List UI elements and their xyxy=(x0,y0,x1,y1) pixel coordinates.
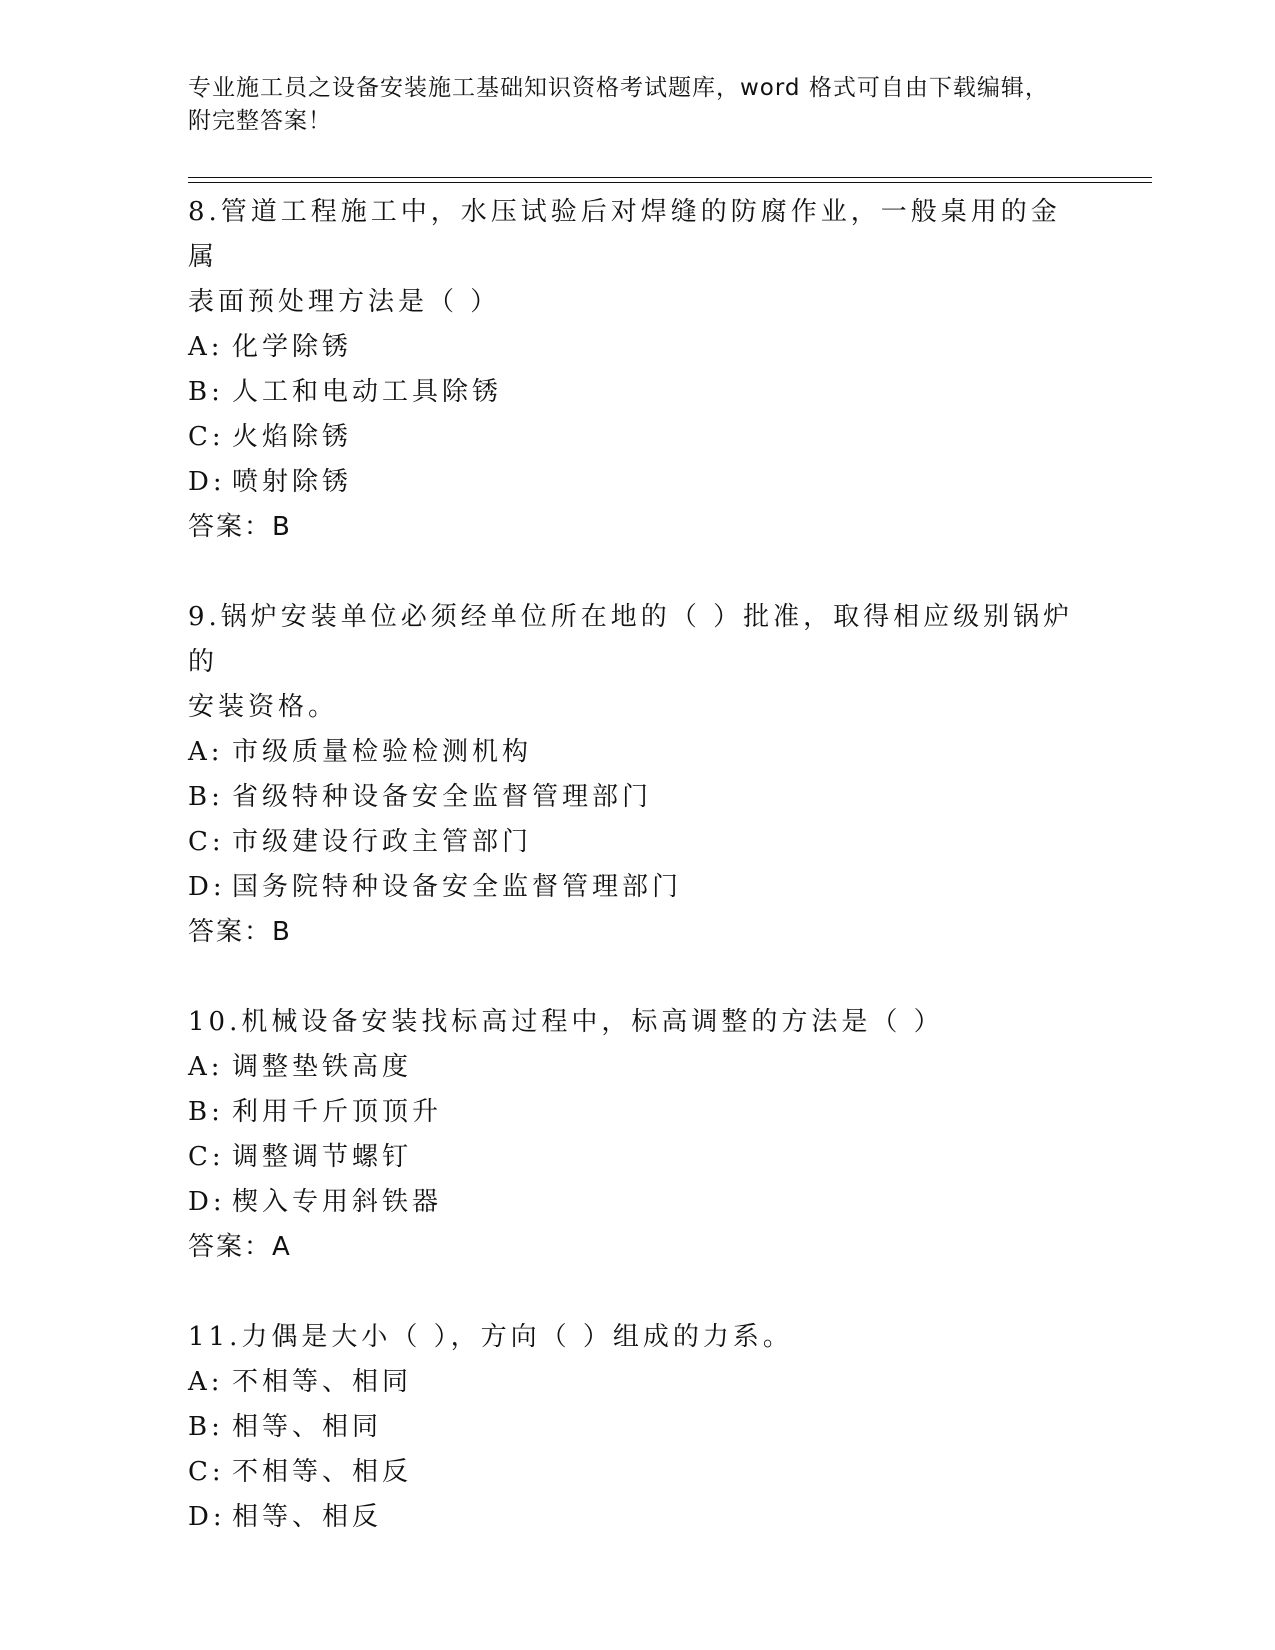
option-text: 调整垫铁高度 xyxy=(232,1052,413,1082)
option-a xyxy=(188,730,1148,775)
option-a xyxy=(188,325,1148,370)
option-text: 化学除锈 xyxy=(232,332,353,362)
header-line-2: 附完整答案！ xyxy=(188,108,332,134)
option-letter: D: xyxy=(188,1187,226,1217)
option-letter: B: xyxy=(188,377,224,407)
document-header xyxy=(188,72,1088,138)
option-d xyxy=(188,1495,1148,1540)
option-letter: B: xyxy=(188,1412,224,1442)
option-letter: D: xyxy=(188,1502,226,1532)
option-text: 不相等、相同 xyxy=(232,1367,413,1397)
option-letter: B: xyxy=(188,1097,224,1127)
option-letter: A: xyxy=(188,1367,224,1397)
answer: 答案：B xyxy=(188,917,292,947)
question-text-line: 11.力偶是大小（ ），方向（ ）组成的力系。 xyxy=(188,1322,793,1352)
spacer xyxy=(188,1270,1148,1315)
question-text xyxy=(188,1315,1088,1360)
question-11 xyxy=(188,1315,1148,1540)
option-c xyxy=(188,1450,1148,1495)
option-text: 相等、相同 xyxy=(232,1412,383,1442)
answer: 答案：A xyxy=(188,1232,292,1262)
question-text xyxy=(188,595,1088,730)
spacer xyxy=(188,955,1148,1000)
option-b xyxy=(188,775,1148,820)
header-divider-bottom xyxy=(188,182,1152,183)
option-d xyxy=(188,1180,1148,1225)
question-10 xyxy=(188,1000,1148,1270)
answer: 答案：B xyxy=(188,512,292,542)
option-d xyxy=(188,460,1148,505)
option-text: 喷射除锈 xyxy=(232,467,353,497)
option-letter: A: xyxy=(188,1052,224,1082)
question-text-line: 9.锅炉安装单位必须经单位所在地的（ ）批准，取得相应级别锅炉的 xyxy=(188,602,1074,677)
option-c xyxy=(188,820,1148,865)
question-text xyxy=(188,1000,1088,1045)
option-text: 相等、相反 xyxy=(232,1502,383,1532)
option-text: 市级质量检验检测机构 xyxy=(232,737,533,767)
question-text-line: 10.机械设备安装找标高过程中，标高调整的方法是（ ） xyxy=(188,1007,944,1037)
question-text-line: 表面预处理方法是（ ） xyxy=(188,287,501,317)
option-text: 火焰除锈 xyxy=(232,422,353,452)
option-c xyxy=(188,415,1148,460)
option-text: 不相等、相反 xyxy=(232,1457,413,1487)
option-letter: C: xyxy=(188,1142,225,1172)
question-list xyxy=(188,190,1148,1540)
option-letter: A: xyxy=(188,332,224,362)
option-letter: A: xyxy=(188,737,224,767)
option-text: 省级特种设备安全监督管理部门 xyxy=(232,782,653,812)
question-text xyxy=(188,190,1088,325)
spacer xyxy=(188,550,1148,595)
option-letter: D: xyxy=(188,467,226,497)
option-a xyxy=(188,1360,1148,1405)
option-b xyxy=(188,1405,1148,1450)
option-text: 国务院特种设备安全监督管理部门 xyxy=(232,872,683,902)
option-b xyxy=(188,370,1148,415)
option-text: 楔入专用斜铁器 xyxy=(232,1187,443,1217)
option-text: 调整调节螺钉 xyxy=(232,1142,413,1172)
option-b xyxy=(188,1090,1148,1135)
option-a xyxy=(188,1045,1148,1090)
option-text: 利用千斤顶顶升 xyxy=(232,1097,443,1127)
question-9 xyxy=(188,595,1148,955)
question-8 xyxy=(188,190,1148,550)
option-letter: B: xyxy=(188,782,224,812)
option-letter: D: xyxy=(188,872,226,902)
option-letter: C: xyxy=(188,422,225,452)
option-d xyxy=(188,865,1148,910)
option-letter: C: xyxy=(188,1457,225,1487)
header-line-1: 专业施工员之设备安装施工基础知识资格考试题库，word 格式可自由下载编辑， xyxy=(188,75,1049,101)
question-text-line: 8.管道工程施工中，水压试验后对焊缝的防腐作业，一般桌用的金属 xyxy=(188,197,1061,272)
option-text: 市级建设行政主管部门 xyxy=(232,827,533,857)
option-text: 人工和电动工具除锈 xyxy=(232,377,503,407)
header-divider-top xyxy=(188,177,1152,178)
option-letter: C: xyxy=(188,827,225,857)
question-text-line: 安装资格。 xyxy=(188,692,339,722)
option-c xyxy=(188,1135,1148,1180)
